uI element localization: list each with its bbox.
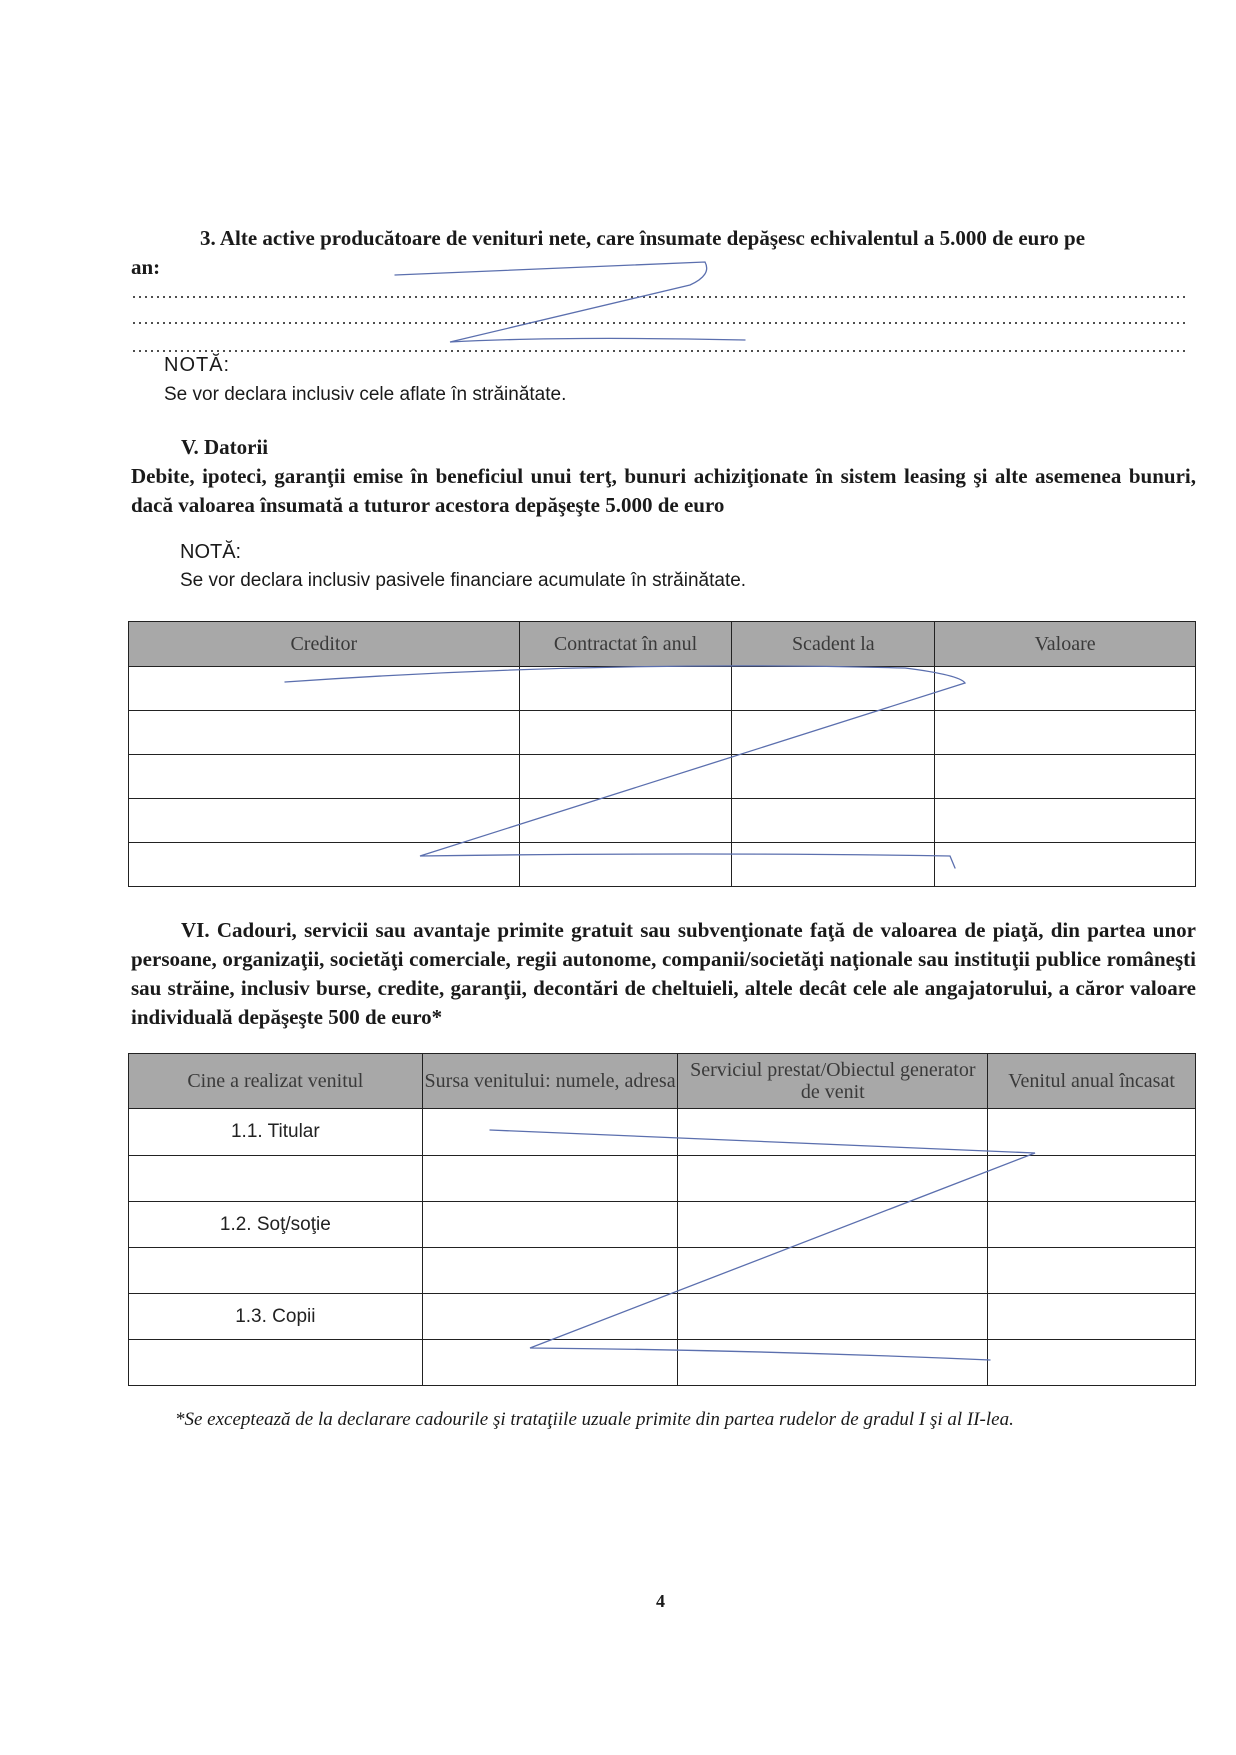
table-row: [129, 799, 1196, 843]
dotted-line-3: [131, 350, 1186, 352]
gifts-header-annual-income: Venitul anual încasat: [988, 1054, 1196, 1109]
table-row: [129, 1109, 1196, 1156]
gifts-header-earner: Cine a realizat venitul: [129, 1054, 423, 1109]
debts-table: [128, 621, 1196, 887]
dotted-line-2: [131, 322, 1186, 324]
debts-nota-label: NOTĂ:: [180, 541, 242, 563]
dotted-line-1: [131, 296, 1186, 298]
table-row: [129, 711, 1196, 755]
debts-description: Debite, ipoteci, garanţii emise în beneficiul unui terţ, bunuri achiziţionate în sistem leasing şi alte asemenea bunuri, dacă valoarea însumată a tuturor acestora depăşeşte 5.000 de euro: [131, 464, 1196, 517]
gifts-header-source: Sursa venitului: numele, adresa: [422, 1054, 678, 1109]
strike-mark-assets: [395, 262, 745, 342]
row-label-children: 1.3. Copii: [129, 1294, 423, 1340]
footnote: *Se exceptează de la declarare cadourile şi trataţiile uzuale primite din partea rudelor de gradul I şi al II-lea.: [175, 1409, 1014, 1430]
table-row: [129, 755, 1196, 799]
gifts-table: [128, 1053, 1196, 1386]
table-row: [129, 667, 1196, 711]
table-row: [129, 1248, 1196, 1294]
gifts-description: VI. Cadouri, servicii sau avantaje primite gratuit sau subvenţionate faţă de valoarea de piaţă, din partea unor persoane, organizaţii, societăţi comerciale, regii autonome, companii/societăţi naţionale sau instituţii publice româneşti sau străine, inclusiv burse, credite, garanţii, decontări de cheltuieli, altele decât cele ale angajatorului, a căror valoare individuală depăşeşte 500 de euro*: [131, 918, 1196, 1029]
table-row: [129, 843, 1196, 887]
debts-nota-text: Se vor declara inclusiv pasivele financiare acumulate în străinătate.: [180, 570, 747, 591]
assets-heading-cont: an:: [131, 255, 161, 279]
debts-header-value: Valoare: [935, 622, 1196, 667]
page-number: 4: [656, 1591, 665, 1611]
row-label-titular: 1.1. Titular: [129, 1109, 423, 1156]
debts-header-creditor: Creditor: [129, 622, 520, 667]
assets-heading: 3. Alte active producătoare de venituri nete, care însumate depăşesc echivalentul a 5.000 de euro pe: [200, 226, 1086, 250]
debts-title: V. Datorii: [181, 435, 269, 459]
table-row: [129, 1202, 1196, 1248]
assets-nota-label: NOTĂ:: [164, 354, 231, 376]
assets-nota-text: Se vor declara inclusiv cele aflate în străinătate.: [164, 384, 567, 405]
table-row: [129, 1340, 1196, 1386]
gifts-header-service: Serviciul prestat/Obiectul generator de venit: [678, 1054, 988, 1109]
table-row: [129, 1156, 1196, 1202]
row-label-spouse: 1.2. Soţ/soţie: [129, 1202, 423, 1248]
debts-header-contract-year: Contractat în anul: [519, 622, 732, 667]
debts-header-due-date: Scadent la: [732, 622, 935, 667]
table-row: [129, 1294, 1196, 1340]
